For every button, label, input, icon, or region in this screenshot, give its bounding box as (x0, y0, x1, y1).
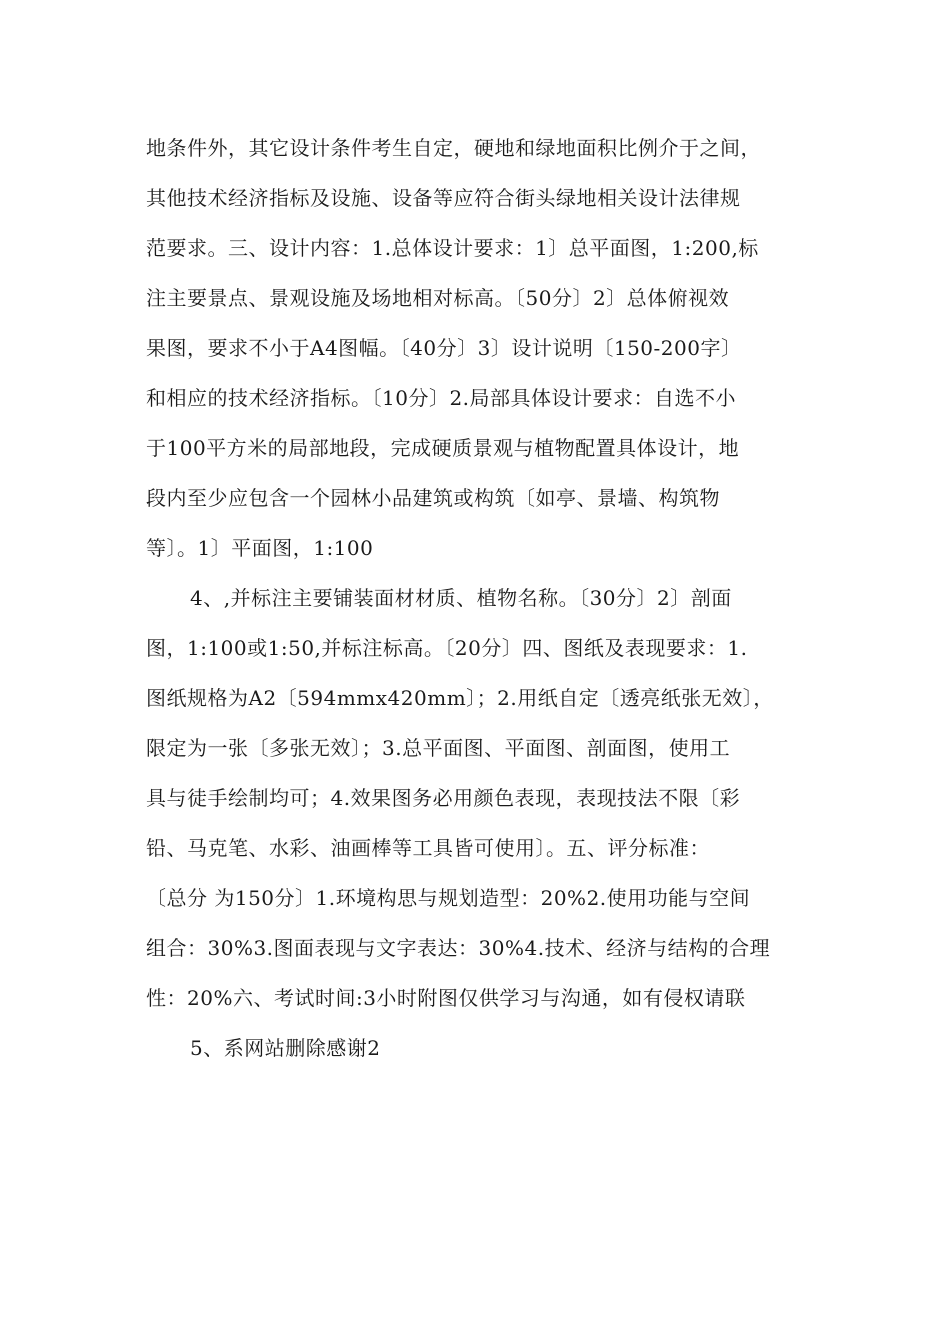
text-line-12: 图纸规格为A2〔594mmx420mm〕；2.用纸自定〔透亮纸张无效〕， (146, 686, 774, 710)
text-line-5: 果图，要求不小于A4图幅。〔40分〕3〕设计说明〔150-200字〕 (146, 336, 742, 360)
text-line-4: 注主要景点、景观设施及场地相对标高。〔50分〕2〕总体俯视效 (146, 286, 730, 310)
text-line-18: 性：20%六、考试时间:3小时附图仅供学习与沟通，如有侵权请联 (146, 986, 746, 1010)
text-line-17: 组合：30%3.图面表现与文字表达：30%4.技术、经济与结构的合理 (146, 936, 771, 960)
text-line-16: 〔总分 为150分〕1.环境构思与规划造型：20%2.使用功能与空间 (146, 886, 751, 910)
text-line-9: 等〕。1〕平面图，1:100 (146, 536, 374, 560)
text-line-7: 于100平方米的局部地段，完成硬质景观与植物配置具体设计，地 (146, 436, 740, 460)
text-line-11: 图，1:100或1:50,并标注标高。〔20分〕四、图纸及表现要求：1. (146, 636, 748, 660)
text-line-2: 其他技术经济指标及设施、设备等应符合街头绿地相关设计法律规 (146, 186, 741, 210)
text-line-14: 具与徒手绘制均可；4.效果图务必用颜色表现，表现技法不限〔彩 (146, 786, 741, 810)
text-line-3: 范要求。三、设计内容：1.总体设计要求：1〕总平面图，1:200,标 (146, 236, 759, 260)
text-line-1: 地条件外，其它设计条件考生自定，硬地和绿地面积比例介于之间， (146, 136, 761, 160)
text-line-8: 段内至少应包含一个园林小品建筑或构筑〔如亭、景墙、构筑物 (146, 486, 720, 510)
text-line-19: 5、系网站删除感谢2 (190, 1036, 381, 1060)
text-line-15: 铅、马克笔、水彩、油画棒等工具皆可使用〕。五、评分标准： (146, 836, 710, 860)
text-line-13: 限定为一张〔多张无效〕；3.总平面图、平面图、剖面图，使用工 (146, 736, 731, 760)
text-line-10: 4、,并标注主要铺装面材材质、植物名称。〔30分〕2〕剖面 (190, 586, 732, 610)
text-line-6: 和相应的技术经济指标。〔10分〕2.局部具体设计要求：自选不小 (146, 386, 737, 410)
